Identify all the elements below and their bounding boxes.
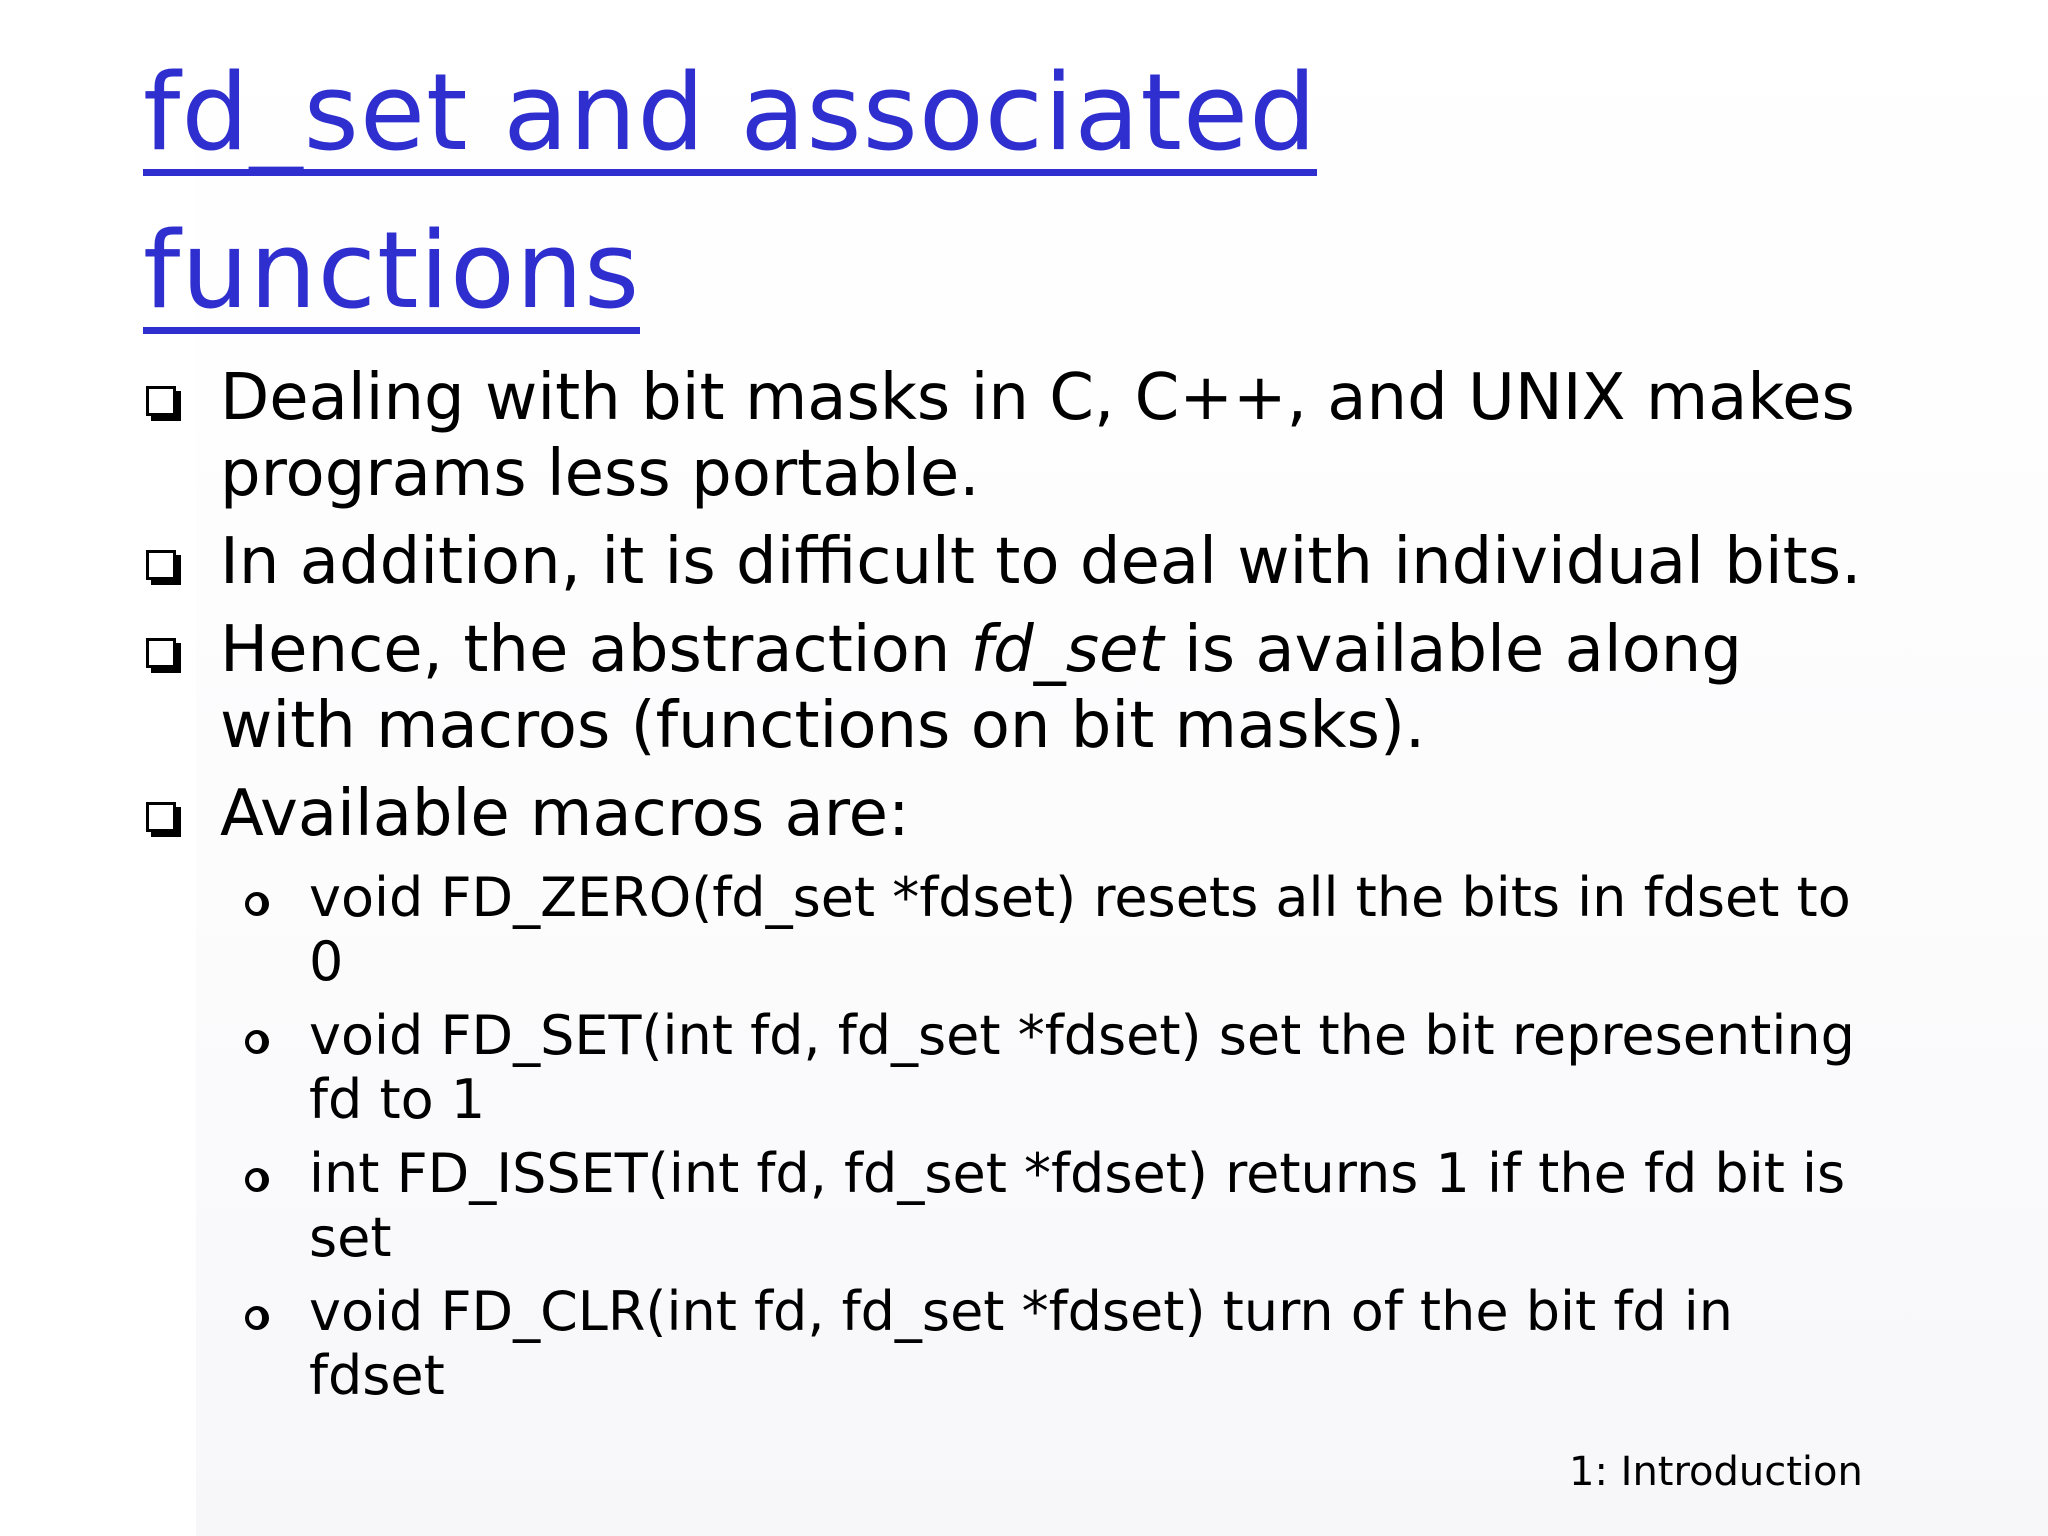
square-bullet-icon	[146, 550, 176, 580]
macro-text: void FD_ZERO(fd_set *fdset) resets all the bits in fdset to 0	[309, 866, 1851, 993]
bullet-text: Available macros are:	[220, 777, 910, 851]
macro-text: int FD_ISSET(int fd, fd_set *fdset) returns 1 if the fd bit is set	[309, 1142, 1846, 1269]
circle-bullet-icon	[245, 1030, 269, 1054]
bullet-item-portability	[143, 360, 1863, 512]
square-bullet-icon	[146, 638, 176, 668]
macro-item-fd-zero	[220, 866, 1863, 994]
bullet-text-after-emphasis: is available along with macros (functions on bit masks).	[220, 613, 1742, 763]
macro-text: void FD_SET(int fd, fd_set *fdset) set the bit representing fd to 1	[309, 1004, 1855, 1131]
macro-text: void FD_CLR(int fd, fd_set *fdset) turn of the bit fd in fdset	[309, 1280, 1734, 1407]
slide-title-line-2: functions	[143, 209, 641, 332]
bullet-text: Dealing with bit masks in C, C++, and UNIX makes programs less portable.	[220, 361, 1855, 511]
bullet-item-available-macros	[143, 776, 1863, 1408]
slide-footer-label: 1: Introduction	[1569, 1449, 1863, 1495]
macro-item-fd-clr	[220, 1280, 1863, 1408]
macro-item-fd-set	[220, 1004, 1863, 1132]
slide-title-line-1: fd_set and associated	[143, 51, 1318, 174]
circle-bullet-icon	[245, 892, 269, 916]
bullet-item-individual-bits	[143, 524, 1863, 600]
slide-title	[143, 44, 1543, 360]
bullet-text: In addition, it is difficult to deal with individual bits.	[220, 525, 1862, 599]
macro-list	[220, 866, 1863, 1408]
circle-bullet-icon	[245, 1168, 269, 1192]
bullet-text	[220, 613, 1742, 763]
bullet-item-fd-set-abstraction	[143, 612, 1863, 764]
circle-bullet-icon	[245, 1306, 269, 1330]
bullet-text-before-emphasis: Hence, the abstraction	[220, 613, 971, 687]
macro-item-fd-isset	[220, 1142, 1863, 1270]
bullet-emphasis-fd-set: fd_set	[970, 613, 1164, 687]
bullet-list	[143, 360, 1863, 1420]
square-bullet-icon	[146, 386, 176, 416]
square-bullet-icon	[146, 802, 176, 832]
